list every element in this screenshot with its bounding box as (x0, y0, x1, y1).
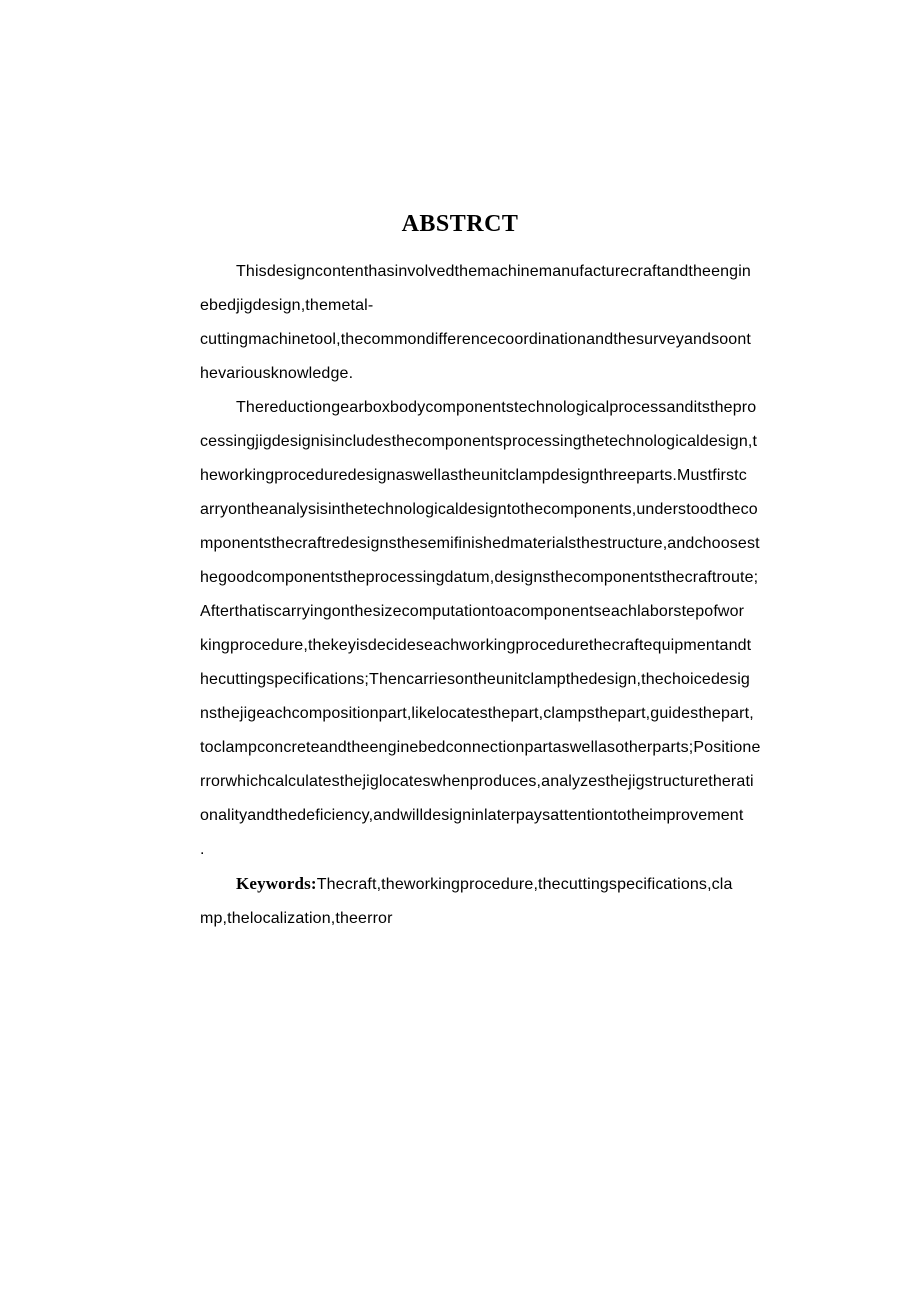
paragraph-2-line: onalityandthedeficiency,andwilldesigninlaterpaysattentiontotheimprovement (200, 807, 744, 824)
paragraph-2-line: Thereductiongearboxbodycomponentstechnologicalprocessanditsthepro (236, 399, 757, 416)
paragraph-1-line: Thisdesigncontenthasinvolvedthemachinemanufacturecraftandtheengin (236, 263, 751, 280)
keywords-text: Thecraft,theworkingprocedure,thecuttingspecifications,cla (316, 876, 733, 893)
paragraph-2-line: rrorwhichcalculatesthejiglocateswhenproduces,analyzesthejigstructuretherati (200, 773, 754, 790)
paragraph-2-line: hecuttingspecifications;Thencarriesontheunitclampthedesign,thechoicedesig (200, 671, 750, 688)
paragraph-2 (200, 391, 780, 867)
paragraph-1-line: ebedjigdesign,themetal- (200, 297, 374, 314)
paragraph-1 (200, 255, 780, 391)
keywords-line: mp,thelocalization,theerror (200, 910, 393, 927)
paragraph-1-line: hevariousknowledge. (200, 365, 354, 382)
paragraph-2-line: . (200, 841, 205, 858)
paragraph-2-line: toclampconcreteandtheenginebedconnectionpartaswellasotherparts;Positione (200, 739, 761, 756)
abstract-title: ABSTRCT (401, 211, 519, 237)
paragraph-2-line: heworkingproceduredesignaswellastheunitclampdesignthreeparts.Mustfirstc (200, 467, 747, 484)
paragraph-2-line: Afterthatiscarryingonthesizecomputationtoacomponentseachlaborstepofwor (200, 603, 745, 620)
paragraph-2-line: mponentsthecraftredesignsthesemifinishedmaterialsthestructure,andchoosest (200, 535, 760, 552)
abstract-body (200, 255, 780, 936)
paragraph-2-line: arryontheanalysisinthetechnologicaldesigntothecomponents,understoodtheco (200, 501, 758, 518)
paragraph-2-line: hegoodcomponentstheprocessingdatum,designsthecomponentsthecraftroute; (200, 569, 759, 586)
keywords-line (200, 867, 780, 902)
paragraph-1-line: cuttingmachinetool,thecommondifferencecoordinationandthesurveyandsoont (200, 331, 751, 348)
keywords (200, 867, 780, 936)
paragraph-2-line: cessingjigdesignisincludesthecomponentsprocessingthetechnologicaldesign,t (200, 433, 758, 450)
paragraph-2-line: kingprocedure,thekeyisdecideseachworkingprocedurethecraftequipmentandt (200, 637, 752, 654)
keywords-label: Keywords: (236, 874, 317, 893)
paragraph-2-line: nsthejigeachcompositionpart,likelocatesthepart,clampsthepart,guidesthepart, (200, 705, 754, 722)
